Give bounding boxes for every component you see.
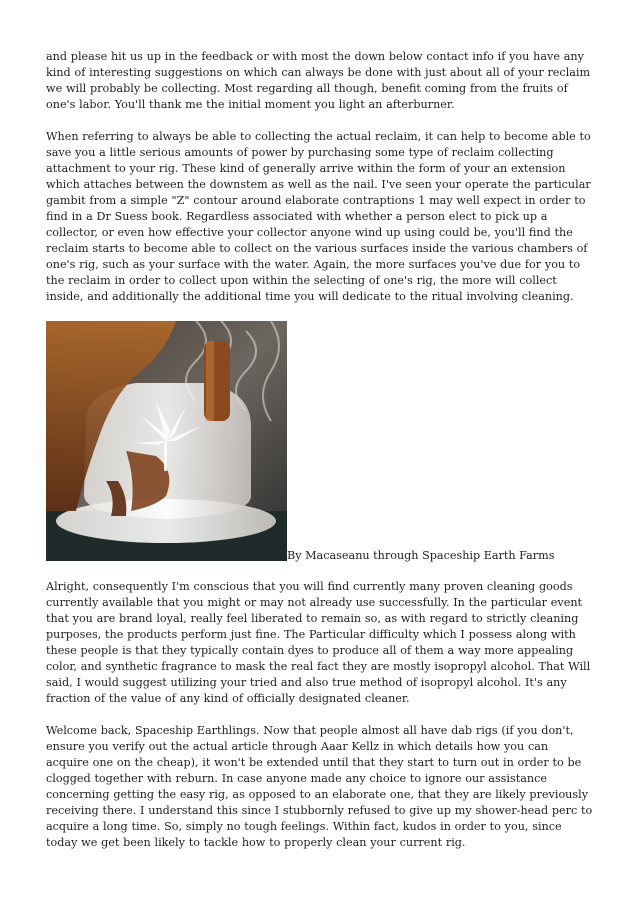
paragraph-1: and please hit us up in the feedback or with most the down below contact info if you have any kind of interesting suggestions on which can always be done with just about all of your reclaim we will probably be collecting. Most regarding all though, benefit coming from the fruits of one's labor. You'll thank me the initial moment you light an afterburner.	[46, 50, 591, 111]
dab-rig-photo	[46, 321, 287, 561]
document-page	[46, 49, 594, 867]
figure	[46, 321, 594, 561]
paragraph-3: Alright, consequently I'm conscious that you will find currently many proven cleaning goods currently available that you might or may not already use successfully. In the particular event that you are brand loyal, really feel liberated to remain so, as with regard to strictly cleaning purposes, the products perform just fine. The Particular difficulty which I possess along with these people is that they typically contain dyes to produce all of them a way more appealing color, and synthetic fragrance to mask the real fact they are mostly isopropyl alcohol. That Will said, I would suggest utilizing your tried and also true method of isopropyl alcohol. It's any fraction of the value of any kind of officially designated cleaner.	[46, 580, 591, 705]
paragraph-4: Welcome back, Spaceship Earthlings. Now that people almost all have dab rigs (if you don't, ensure you verify out the actual article through Aaar Kellz in which details how you can acquire one on the cheap), it won't be extended until that they start to turn out in order to be clogged together with reburn. In case anyone made any choice to ignore our assistance concerning getting the easy rig, as opposed to an elaborate one, that they are likely previously receiving there. I understand this since I stubbornly refused to give up my shower-head perc to acquire a long time. So, simply no tough feelings. Within fact, kudos in order to you, since today we get been likely to tackle how to properly clean your current rig.	[46, 724, 593, 849]
dab-rig-illustration	[46, 321, 287, 561]
figure-caption: By Macaseanu through Spaceship Earth Farms	[287, 549, 555, 562]
paragraph-2: When referring to always be able to collecting the actual reclaim, it can help to become able to save you a little serious amounts of power by purchasing some type of reclaim collecting attachment to your rig. These kind of generally arrive within the form of your an extension which attaches between the downstem as well as the nail. I've seen your operate the particular gambit from a simple "Z" contour around elaborate contraptions 1 may well expect in order to find in a Dr Suess book. Regardless associated with whether a person elect to pick up a collector, or even how effective your collector anyone wind up using could be, you'll find the reclaim starts to become able to collect on the various surfaces inside the various chambers of one's rig, such as your surface with the water. Again, the more surfaces you've due for you to the reclaim in order to collect upon within the selecting of one's rig, the more will collect inside, and additionally the additional time you will dedicate to the ritual involving cleaning.	[46, 130, 591, 303]
